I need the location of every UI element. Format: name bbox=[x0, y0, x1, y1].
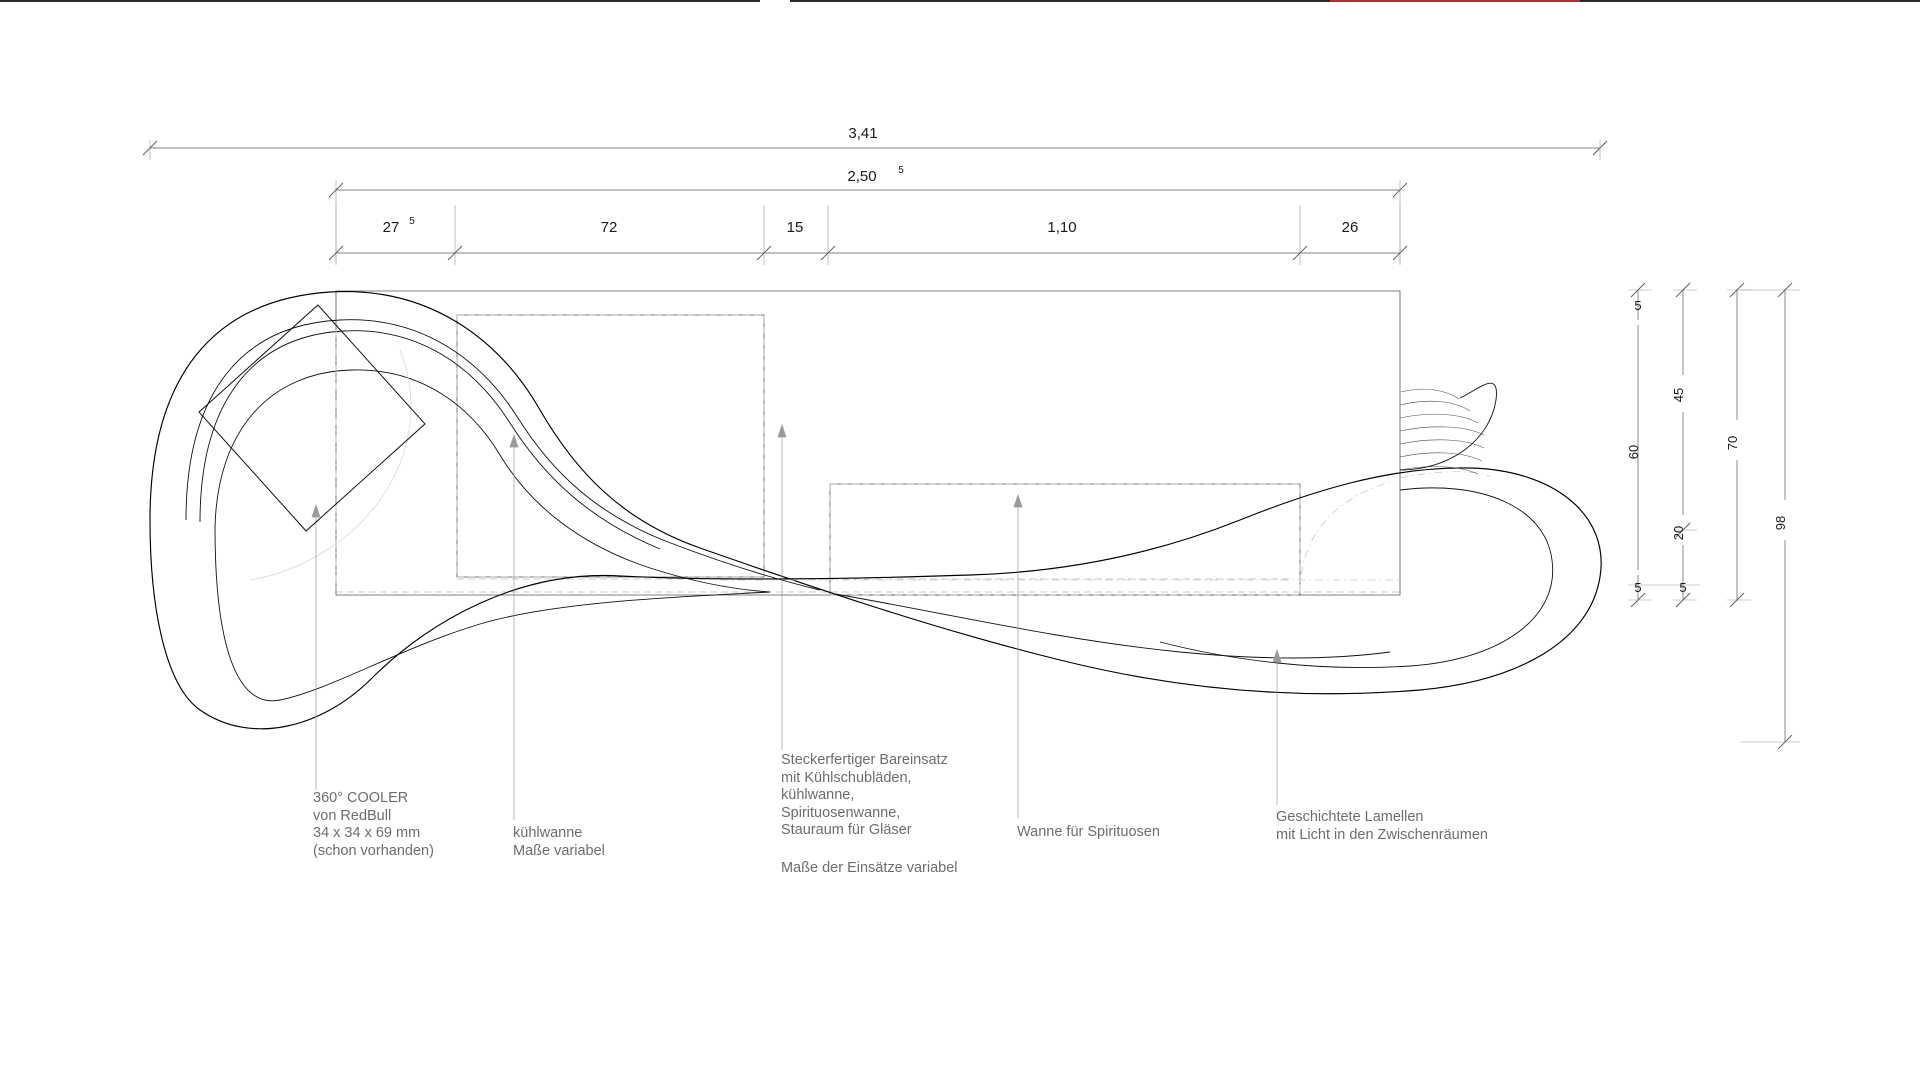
annotation-cooler-line-0: 360° COOLER bbox=[313, 790, 409, 806]
label-vert-5-lower: 5 bbox=[1679, 580, 1687, 595]
counter-outline bbox=[150, 292, 1601, 729]
annotation-spirituosen-line-0: Wanne für Spirituosen bbox=[1017, 824, 1160, 840]
label-vert-20: 20 bbox=[1671, 525, 1686, 541]
annotation-cooler-line-1: von RedBull bbox=[313, 807, 392, 824]
annotation-einsaetze-line-0: Maße der Einsätze variabel bbox=[781, 860, 958, 876]
annotation-bareinsatz-line-1: mit Kühlschubläden, bbox=[781, 769, 912, 786]
dimension-overall-2505 bbox=[329, 180, 1407, 262]
label-chain-1: 72 bbox=[600, 219, 618, 236]
label-chain-3: 1,10 bbox=[1047, 219, 1077, 236]
dimension-vertical-labels bbox=[1626, 298, 1788, 595]
label-chain-0-sup: 5 bbox=[409, 216, 415, 227]
label-chain-4: 26 bbox=[1341, 219, 1359, 236]
hidden-centrelines bbox=[336, 330, 1490, 592]
dimension-overall-341 bbox=[143, 140, 1607, 160]
annotation-cooler bbox=[313, 790, 513, 860]
annotation-bareinsatz-line-0: Steckerfertiger Bareinsatz bbox=[781, 752, 948, 768]
label-chain-2: 15 bbox=[786, 219, 804, 236]
label-vert-98: 98 bbox=[1773, 515, 1788, 531]
label-vert-45: 45 bbox=[1671, 387, 1686, 403]
annotation-lamellen-line-1: mit Licht in den Zwischenräumen bbox=[1276, 826, 1488, 843]
label-vert-5-top: 5 bbox=[1634, 298, 1642, 313]
annotation-kuehlwanne-line-0: kühlwanne bbox=[513, 825, 583, 841]
dimension-labels bbox=[383, 125, 1359, 236]
annotation-bareinsatz-line-3: Spirituosenwanne, bbox=[781, 804, 901, 821]
annotation-lamellen bbox=[1276, 809, 1576, 844]
label-vert-70: 70 bbox=[1725, 435, 1740, 451]
annotation-kuehlwanne bbox=[513, 825, 693, 860]
lamella-hatching bbox=[1400, 383, 1496, 474]
label-overall-2505-sup: 5 bbox=[898, 165, 904, 176]
label-overall-2505: 2,50 bbox=[847, 168, 877, 185]
annotation-einsaetze bbox=[781, 860, 1041, 878]
annotation-bareinsatz bbox=[781, 752, 1031, 840]
cooler-square bbox=[199, 305, 425, 531]
annotation-cooler-line-3: (schon vorhanden) bbox=[313, 842, 434, 859]
annotation-spirituosen bbox=[1017, 824, 1237, 842]
plan-boxes bbox=[336, 291, 1400, 595]
label-vert-5-bottom: 5 bbox=[1634, 580, 1642, 595]
label-vert-60: 60 bbox=[1626, 444, 1641, 460]
annotation-bareinsatz-line-2: kühlwanne, bbox=[781, 787, 855, 803]
annotation-cooler-line-2: 34 x 34 x 69 mm bbox=[313, 825, 421, 841]
dimension-chain bbox=[329, 205, 1407, 265]
label-overall-341: 3,41 bbox=[848, 125, 878, 142]
annotation-bareinsatz-line-4: Stauraum für Gläser bbox=[781, 822, 912, 838]
annotation-kuehlwanne-line-1: Maße variabel bbox=[513, 842, 605, 859]
label-chain-0: 27 bbox=[382, 219, 400, 236]
annotation-lamellen-line-0: Geschichtete Lamellen bbox=[1276, 809, 1424, 825]
